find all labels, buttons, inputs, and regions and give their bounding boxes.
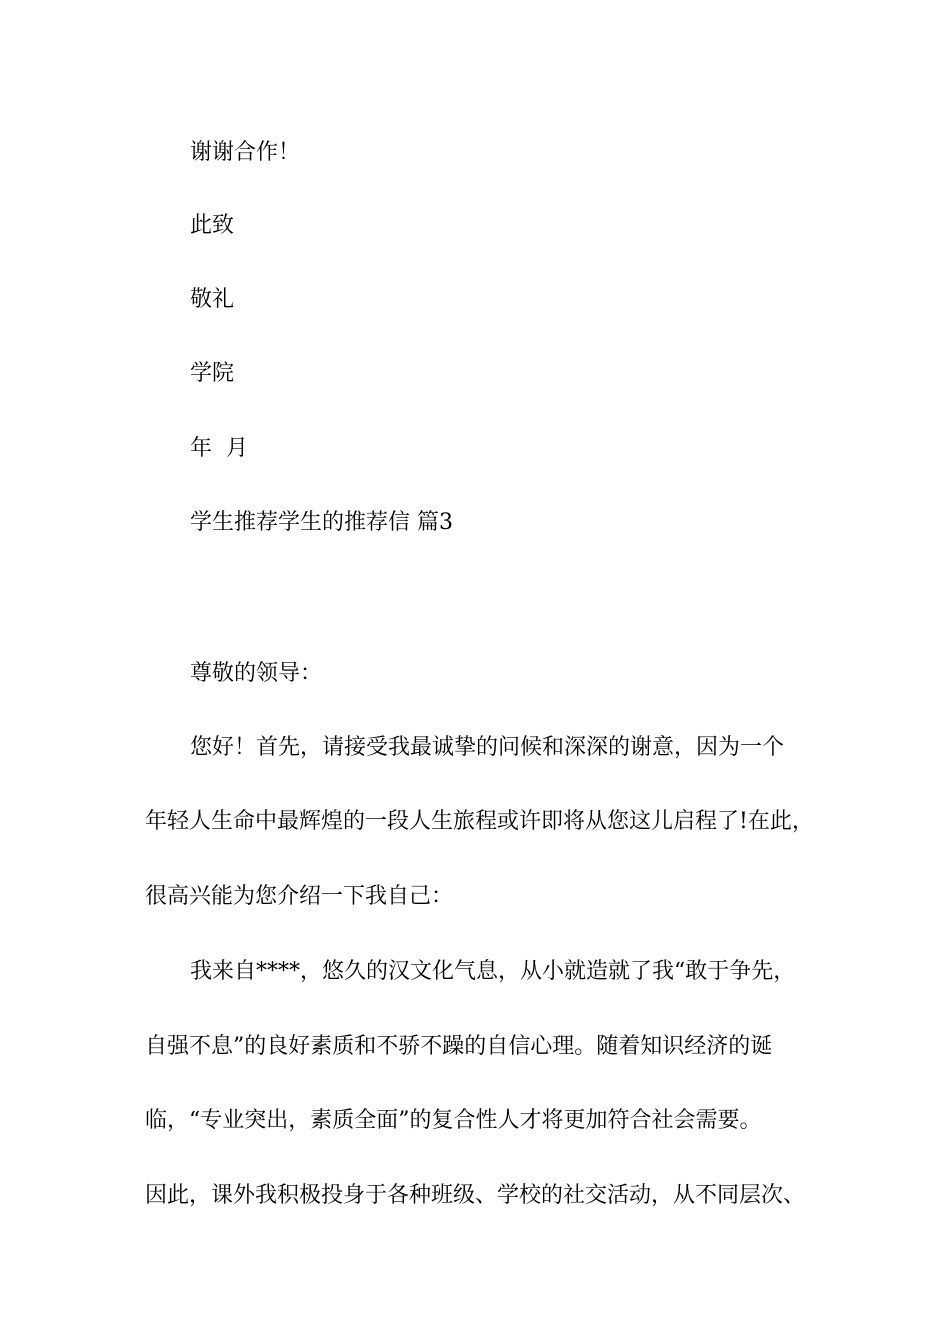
closing-salutation-2: 敬礼 <box>190 287 235 312</box>
paragraph-2-line-2: 自强不息”的良好素质和不骄不躁的自信心理。随着知识经济的诞 <box>145 1034 773 1059</box>
paragraph-2-line-4: 因此，课外我积极投身于各种班级、学校的社交活动，从不同层次、 <box>145 1183 806 1208</box>
closing-sender: 学院 <box>190 361 235 386</box>
paragraph-1-line-1: 您好！首先，请接受我最诚挚的问候和深深的谢意，因为一个 <box>190 735 785 760</box>
section-title: 学生推荐学生的推荐信 篇3 <box>190 510 453 535</box>
closing-salutation-1: 此致 <box>190 213 235 238</box>
paragraph-2-line-1: 我来自****，悠久的汉文化气息，从小就造就了我“敢于争先， <box>190 959 796 984</box>
paragraph-1-line-3: 很高兴能为您介绍一下我自己： <box>145 884 454 909</box>
paragraph-2-line-3: 临，“专业突出，素质全面”的复合性人才将更加符合社会需要。 <box>145 1108 762 1133</box>
letter-greeting: 尊敬的领导： <box>190 661 323 686</box>
paragraph-1-line-2: 年轻人生命中最辉煌的一段人生旅程或许即将从您这儿启程了!在此， <box>145 809 814 834</box>
closing-thanks: 谢谢合作！ <box>190 140 301 165</box>
closing-date: 年 月 <box>190 436 248 461</box>
